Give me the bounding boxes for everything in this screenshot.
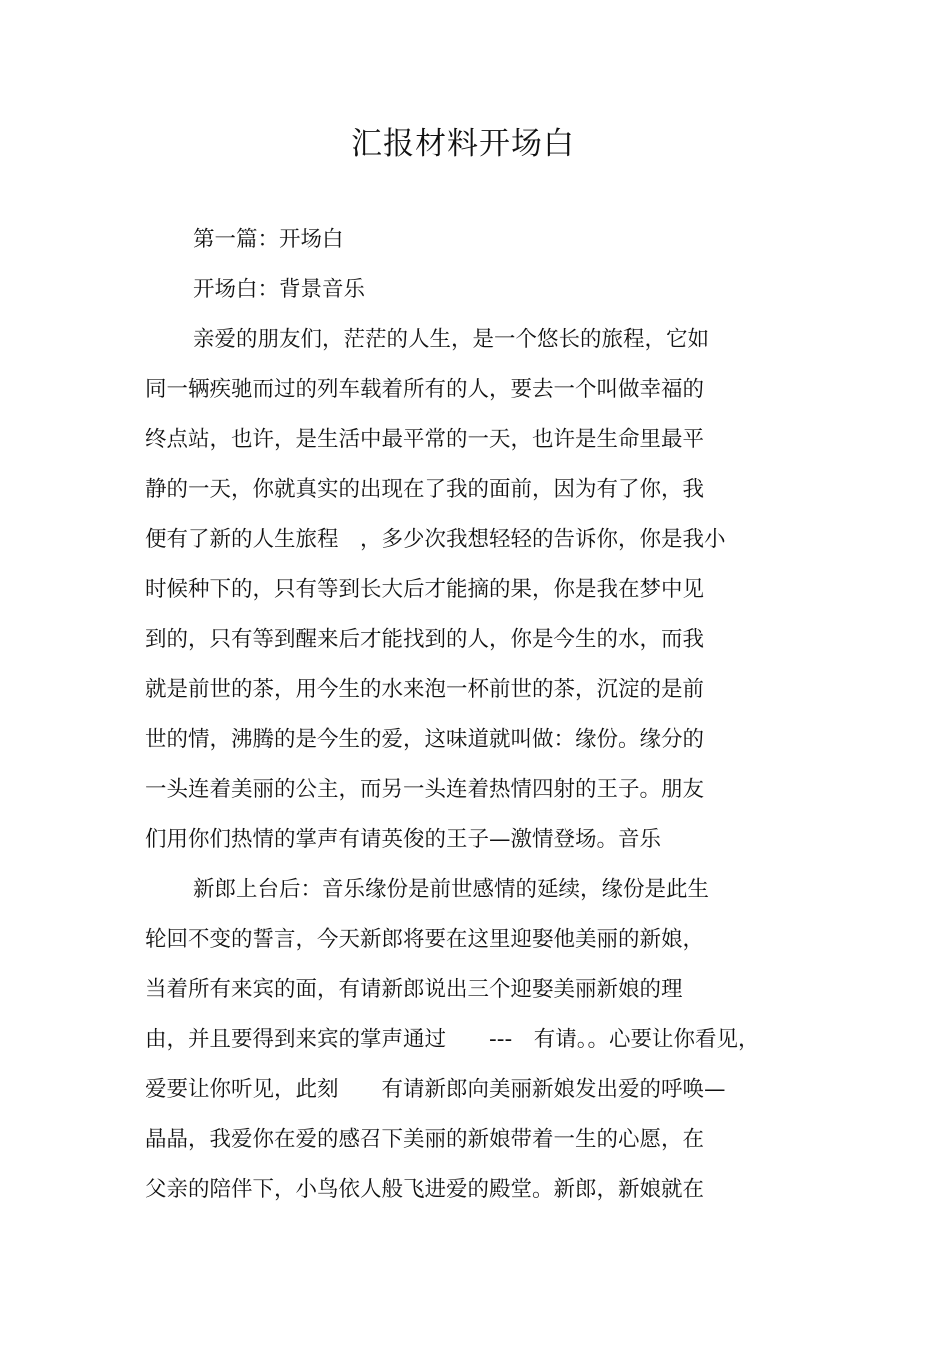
paragraph-line: 时候种下的，只有等到长大后才能摘的果，你是我在梦中见 xyxy=(145,577,705,602)
paragraph-line: 轮回不变的誓言，今天新郎将要在这里迎娶他美丽的新娘， xyxy=(145,927,705,952)
paragraph-line: 静的一天，你就真实的出现在了我的面前，因为有了你，我 xyxy=(145,477,705,502)
paragraph-line: 亲爱的朋友们，茫茫的人生，是一个悠长的旅程，它如 xyxy=(193,327,710,352)
paragraph-line: 晶晶，我爱你在爱的感召下美丽的新娘带着一生的心愿，在 xyxy=(145,1127,705,1152)
paragraph-line: 便有了新的人生旅程 ，多少次我想轻轻的告诉你，你是我小 xyxy=(145,527,726,552)
paragraph-line: 当着所有来宾的面，有请新郎说出三个迎娶美丽新娘的理 xyxy=(145,977,683,1002)
paragraph-line: 由，并且要得到来宾的掌声通过 --- 有请。。心要让你看见， xyxy=(145,1027,760,1052)
section-heading: 第一篇：开场白 xyxy=(193,227,344,252)
paragraph-line: 世的情，沸腾的是今生的爱，这味道就叫做：缘份。缘分的 xyxy=(145,727,705,752)
paragraph-line: 们用你们热情的掌声有请英俊的王子—激情登场。音乐 xyxy=(145,827,662,852)
paragraph-line: 同一辆疾驰而过的列车载着所有的人，要去一个叫做幸福的 xyxy=(145,377,705,402)
paragraph-line: 就是前世的茶，用今生的水来泡一杯前世的茶，沉淀的是前 xyxy=(145,677,705,702)
page-title: 汇报材料开场白 xyxy=(351,126,575,162)
subheading: 开场白：背景音乐 xyxy=(193,277,366,302)
paragraph-line: 终点站，也许，是生活中最平常的一天，也许是生命里最平 xyxy=(145,427,705,452)
paragraph-line: 一头连着美丽的公主，而另一头连着热情四射的王子。朋友 xyxy=(145,777,705,802)
paragraph-line: 新郎上台后：音乐缘份是前世感情的延续，缘份是此生 xyxy=(193,877,710,902)
paragraph-line: 到的，只有等到醒来后才能找到的人，你是今生的水，而我 xyxy=(145,627,705,652)
paragraph-line: 父亲的陪伴下，小鸟依人般飞进爱的殿堂。新郎，新娘就在 xyxy=(145,1177,705,1202)
paragraph-line: 爱要让你听见，此刻 有请新郎向美丽新娘发出爱的呼唤— xyxy=(145,1077,726,1102)
